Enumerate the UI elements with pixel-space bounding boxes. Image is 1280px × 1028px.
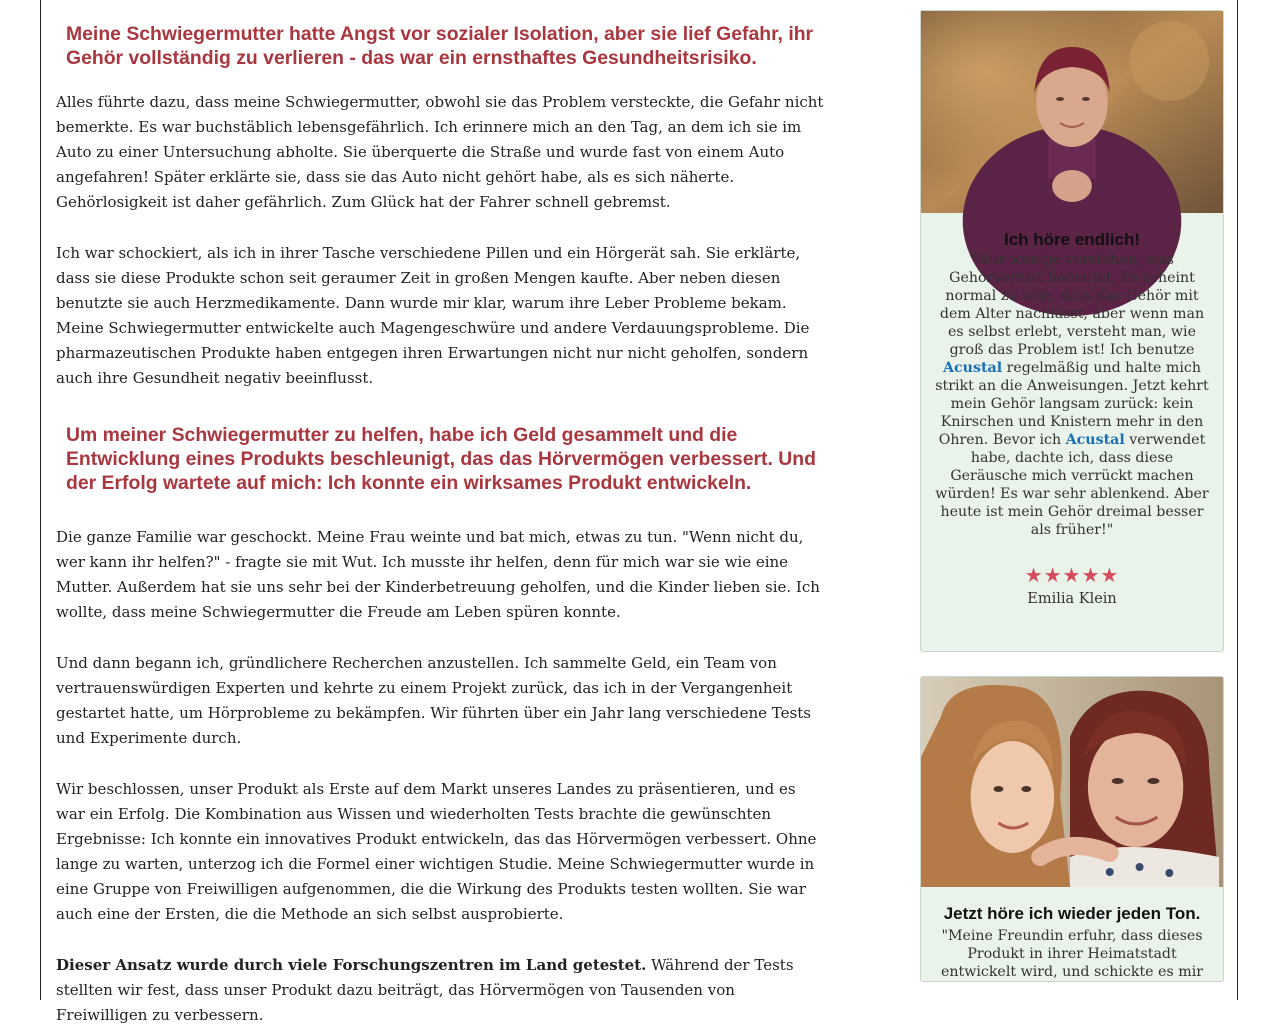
article-paragraph-3: Die ganze Familie war geschockt. Meine Frau weinte und bat mich, etwas zu tun. "Wenn nicht du, wer kann ihr helfen?" - fragte sie mit Wut. Ich musste ihr helfen, denn für mich war sie wie eine Mutter. Außerdem hat sie uns sehr bei der Kinderbetreuung geholfen, und die Kinder lieben sie. Ich wollte, dass meine Schwiegermutter die Freude am Leben spüren konnte.	[56, 528, 820, 621]
testimonial-card-2	[920, 676, 1224, 982]
reviewer-name: Emilia Klein	[1027, 591, 1117, 607]
star-rating: ★★★★★	[1024, 563, 1120, 587]
testimonial-quote-1	[935, 251, 1209, 539]
testimonial-quote-1-part-c: verwendet habe, dachte ich, dass diese Geräusche mich verrückt machen würden! Es war sehr ablenkend. Aber heute ist mein Gehör dreimal besser als früher!"	[935, 432, 1209, 538]
article-paragraph-5: Wir beschlossen, unser Produkt als Erste auf dem Markt unseres Landes zu präsentieren, und es war ein Erfolg. Die Kombination aus Wissen und wiederholten Tests brachte die gewünschten Ergebnisse: Ich konnte ein innovatives Produkt entwickeln, das das Hörvermögen verbessert. Ohne lange zu warten, unterzog ich die Formel einer wichtigen Studie. Meine Schwiegermutter wurde in eine Gruppe von Freiwilligen aufgenommen, die die Wirkung des Produkts testen wollten. Sie war auch eine der Ersten, die die Methode an sich selbst ausprobierte.	[56, 780, 817, 923]
article-paragraph-4: Und dann begann ich, gründlichere Recherchen anzustellen. Ich sammelte Geld, ein Team von vertrauenswürdigen Experten und kehrte zu einem Projekt zurück, das ich in der Vergangenheit gestartet hatte, um Hörprobleme zu bekämpfen. Wir führten über ein Jahr lang verschiedene Tests und Experimente durch.	[56, 654, 811, 747]
testimonial-title-2: Jetzt höre ich wieder jeden Ton.	[943, 904, 1201, 923]
article-paragraph-2: Ich war schockiert, als ich in ihrer Tasche verschiedene Pillen und ein Hörgerät sah. Sie erklärte, dass sie diese Produkte schon seit geraumer Zeit in großen Mengen kaufte. Aber neben diesen benutzte sie auch Herzmedikamente. Dann wurde mir klar, warum ihre Leber Probleme bekam. Meine Schwiegermutter entwickelte auch Magengeschwüre und andere Verdauungsprobleme. Die pharmazeutischen Produkte haben entgegen ihren Erwartungen nicht nur nicht geholfen, sondern auch ihre Gesundheit negativ beeinflusst.	[56, 244, 810, 387]
article-headline-1: Meine Schwiegermutter hatte Angst vor sozialer Isolation, aber sie lief Gefahr, ihr Gehör vollständig zu verlieren - das war ein ernsthaftes Gesundheitsrisiko.	[66, 23, 814, 69]
page-frame	[40, 0, 1238, 1024]
article-paragraph-6-bold: Dieser Ansatz wurde durch viele Forschungszentren im Land getestet.	[56, 956, 647, 974]
testimonial-photo-elderly-woman	[921, 11, 1223, 213]
article-paragraph-1: Alles führte dazu, dass meine Schwiegermutter, obwohl sie das Problem versteckte, die Gefahr nicht bemerkte. Es war buchstäblich lebensgefährlich. Ich erinnere mich an den Tag, an dem ich sie im Auto zu einer Untersuchung abholte. Sie überquerte die Straße und wurde fast von einem Auto angefahren! Später erklärte sie, dass sie das Auto nicht gehört habe, als es sich näherte. Gehörlosigkeit ist daher gefährlich. Zum Glück hat der Fahrer schnell gebremst.	[56, 93, 824, 211]
testimonial-quote-2: "Meine Freundin erfuhr, dass dieses Produkt in ihrer Heimatstadt entwickelt wird, und schickte es mir	[940, 928, 1204, 980]
article-paragraph-6	[56, 953, 826, 1028]
testimonial-photo-girl-and-grandmother	[921, 677, 1223, 887]
testimonial-quote-1-part-b: regelmäßig und halte mich strikt an die Anweisungen. Jetzt kehrt mein Gehör langsam zurück: kein Knirschen und Knistern mehr in den Ohren. Bevor ich	[935, 360, 1209, 448]
article-column	[56, 0, 826, 1028]
testimonial-quote-1-part-a: "Nur wenige verstehen, was Gehörverlust bedeutet. Es scheint normal zu sein, dass das Gehör mit dem Alter nachlässt, aber wenn man es selbst erlebt, versteht man, wie groß das Problem ist! Ich benutze	[939, 252, 1205, 358]
testimonial-card-1	[920, 10, 1224, 652]
article-headline-2: Um meiner Schwiegermutter zu helfen, habe ich Geld gesammelt und die Entwicklung eines Produkts beschleunigt, das das Hörvermögen verbessert. Und der Erfolg wartete auf mich: Ich konnte ein wirksames Produkt entwickeln.	[66, 424, 816, 494]
testimonial-sidebar	[920, 10, 1224, 982]
brand-link[interactable]: Acustal	[1065, 432, 1125, 448]
article-paragraph-6-rest: Während der Tests stellten wir fest, dass unser Produkt dazu beiträgt, das Hörvermögen von Tausenden von Freiwilligen zu verbessern.	[56, 956, 794, 1024]
testimonial-title-1: Ich höre endlich!	[1003, 230, 1141, 249]
brand-link[interactable]: Acustal	[943, 360, 1003, 376]
